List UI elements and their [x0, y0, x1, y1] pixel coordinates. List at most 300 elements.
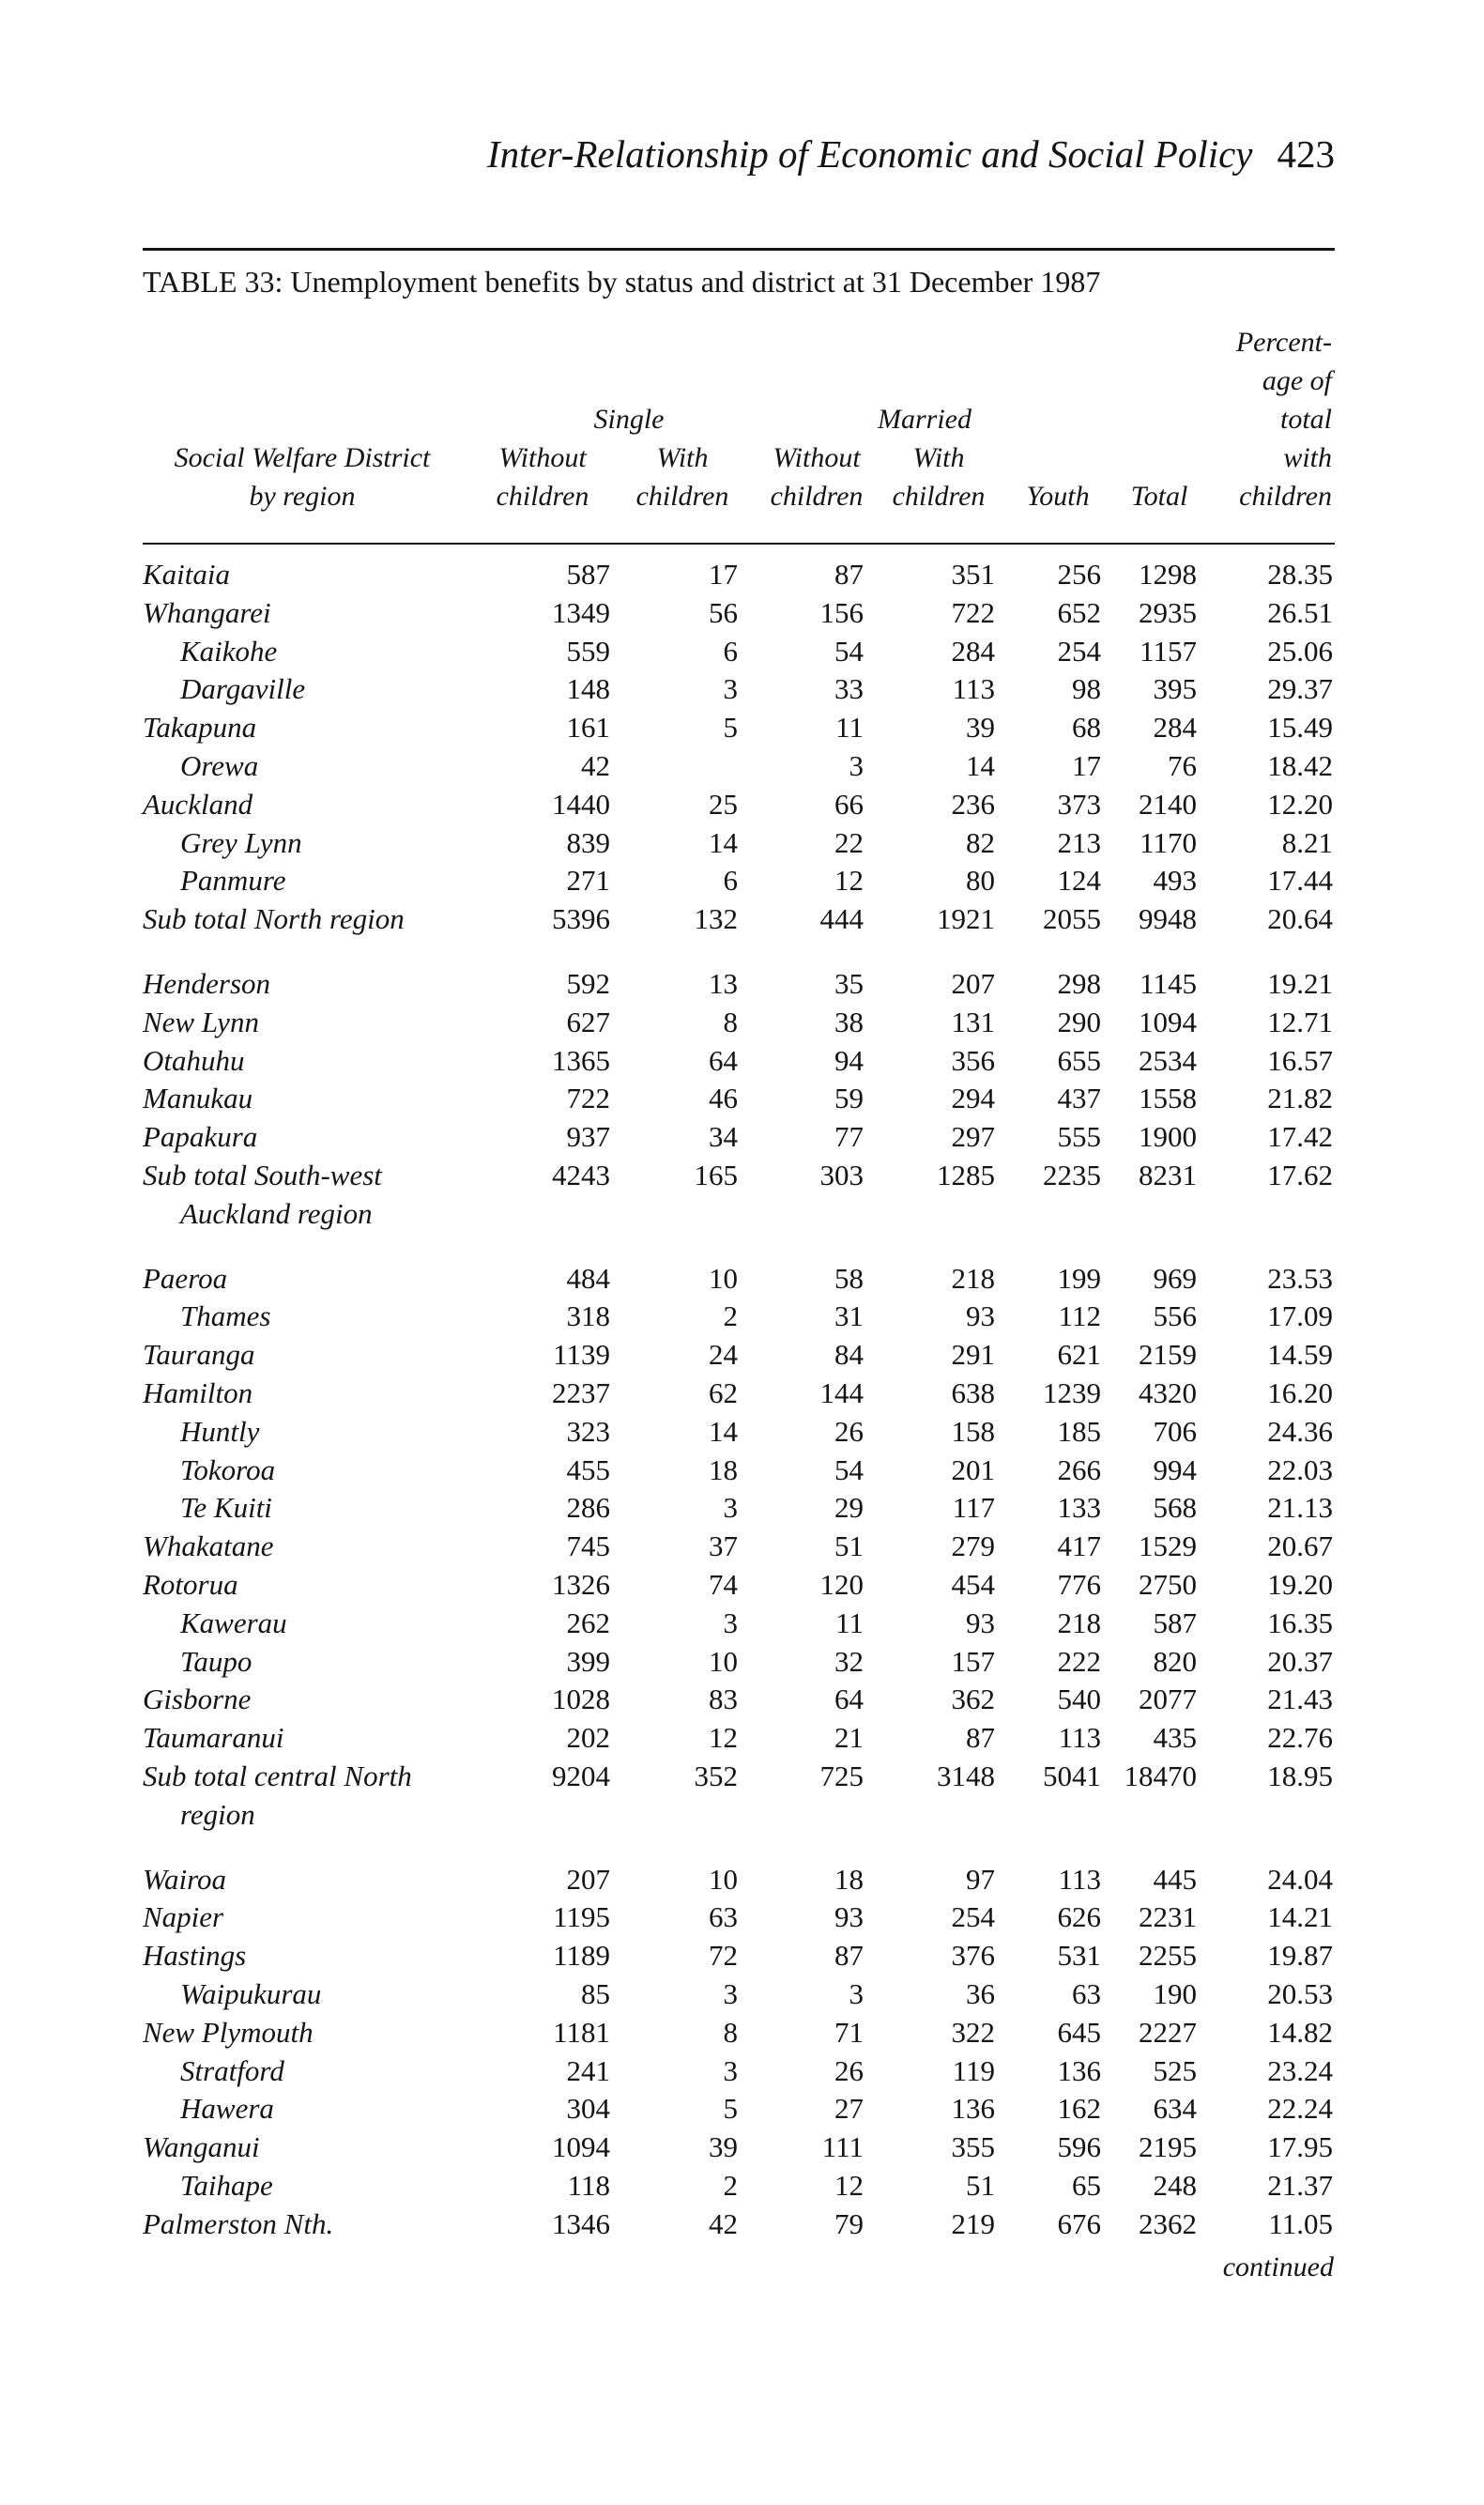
cell-youth: 136	[1057, 2053, 1101, 2087]
cell-total: 1529	[1139, 1529, 1197, 1563]
cell-youth: 213	[1057, 825, 1101, 859]
cell-total: 994	[1153, 1452, 1197, 1486]
cell-single-without: 722	[566, 1082, 610, 1115]
cell-total: 1298	[1139, 558, 1197, 591]
district-name: Dargaville	[180, 672, 306, 706]
cell-youth: 218	[1057, 1606, 1101, 1639]
cell-single-without: 318	[566, 1299, 610, 1333]
cell-single-without: 85	[581, 1977, 610, 2010]
cell-percent-with-children: 12.20	[1267, 787, 1333, 821]
cell-single-without: 271	[566, 864, 610, 898]
cell-married-with: 219	[951, 2206, 995, 2240]
cell-youth: 113	[1058, 1721, 1101, 1755]
cell-married-without: 66	[834, 787, 864, 821]
cell-single-with: 12	[709, 1721, 738, 1755]
cell-single-with: 18	[709, 1452, 738, 1486]
district-name: Tauranga	[143, 1338, 255, 1372]
district-name: Stratford	[180, 2053, 284, 2087]
cell-youth: 676	[1057, 2206, 1101, 2240]
cell-single-with: 39	[709, 2130, 738, 2164]
cell-percent-with-children: 15.49	[1267, 711, 1333, 745]
cell-total: 2227	[1139, 2015, 1197, 2049]
cell-total: 587	[1153, 1606, 1197, 1639]
cell-married-with: 356	[951, 1043, 995, 1077]
district-name: Tokoroa	[180, 1452, 276, 1486]
cell-youth: 256	[1057, 558, 1101, 591]
cell-single-with: 34	[709, 1120, 738, 1154]
cell-total: 2159	[1139, 1338, 1197, 1372]
cell-married-with: 93	[966, 1606, 995, 1639]
cell-percent-with-children: 14.59	[1267, 1338, 1333, 1372]
cell-single-without: 1349	[552, 595, 610, 629]
cell-total: 2935	[1139, 595, 1197, 629]
cell-married-with: 51	[966, 2169, 995, 2202]
cell-total: 2231	[1139, 1900, 1197, 1934]
cell-married-without: 38	[834, 1005, 864, 1038]
cell-percent-with-children: 8.21	[1281, 825, 1333, 859]
cell-single-with: 64	[709, 1043, 738, 1077]
cell-percent-with-children: 17.42	[1267, 1120, 1333, 1154]
cell-single-without: 5396	[552, 902, 610, 936]
cell-youth: 17	[1072, 749, 1101, 782]
cell-percent-with-children: 20.64	[1267, 902, 1333, 936]
cell-single-without: 455	[566, 1452, 610, 1486]
cell-single-without: 241	[566, 2053, 610, 2087]
district-name: Grey Lynn	[180, 825, 302, 859]
cell-single-without: 627	[566, 1005, 610, 1038]
cell-single-without: 148	[566, 672, 610, 706]
cell-married-with: 351	[951, 558, 995, 591]
district-name: Whakatane	[143, 1529, 274, 1563]
cell-single-with: 56	[709, 595, 738, 629]
cell-total: 9948	[1139, 902, 1197, 936]
cell-single-with: 72	[709, 1939, 738, 1973]
cell-youth: 596	[1057, 2130, 1101, 2164]
cell-youth: 621	[1057, 1338, 1101, 1372]
cell-youth: 417	[1057, 1529, 1101, 1563]
cell-youth: 2235	[1043, 1159, 1101, 1191]
cell-married-with: 39	[966, 711, 995, 745]
cell-single-without: 1139	[553, 1338, 610, 1372]
district-name: Papakura	[143, 1120, 258, 1154]
cell-youth: 776	[1057, 1568, 1101, 1601]
cell-married-with: 97	[966, 1862, 995, 1896]
cell-married-with: 113	[952, 672, 995, 706]
cell-single-without: 42	[581, 749, 610, 782]
district-name: Auckland	[143, 787, 253, 821]
cell-single-without: 937	[566, 1120, 610, 1154]
cell-single-with: 3	[723, 672, 738, 706]
cell-married-with: 236	[951, 787, 995, 821]
cell-percent-with-children: 26.51	[1267, 595, 1333, 629]
cell-youth: 652	[1057, 595, 1101, 629]
cell-married-without: 303	[819, 1159, 864, 1191]
cell-married-with: 279	[951, 1529, 995, 1563]
cell-single-without: 1094	[552, 2130, 610, 2164]
cell-single-with: 3	[723, 2053, 738, 2087]
cell-percent-with-children: 19.87	[1267, 1939, 1333, 1973]
cell-total: 284	[1153, 711, 1197, 745]
cell-married-with: 131	[951, 1005, 995, 1038]
cell-youth: 2055	[1043, 902, 1101, 936]
cell-single-without: 1189	[553, 1939, 610, 1973]
header-district-line1: Social Welfare District	[174, 442, 431, 473]
cell-single-with: 8	[723, 2015, 738, 2049]
district-name: Waipukurau	[180, 1977, 322, 2010]
district-name: Thames	[180, 1299, 271, 1333]
cell-married-with: 207	[951, 967, 995, 1000]
header-single-with: With	[656, 442, 709, 473]
cell-married-without: 12	[834, 864, 864, 898]
cell-married-with: 80	[966, 864, 995, 898]
district-name: New Plymouth	[143, 2015, 314, 2049]
district-name: Paeroa	[143, 1261, 228, 1295]
cell-single-with: 6	[723, 864, 738, 898]
district-name: region	[180, 1797, 255, 1831]
cell-single-with: 63	[709, 1900, 738, 1934]
district-name: Otahuhu	[143, 1043, 245, 1077]
cell-single-without: 399	[566, 1644, 610, 1678]
cell-percent-with-children: 25.06	[1267, 634, 1333, 668]
cell-married-without: 11	[835, 711, 864, 745]
cell-total: 556	[1153, 1299, 1197, 1333]
cell-married-with: 362	[951, 1683, 995, 1716]
cell-single-with: 74	[709, 1568, 738, 1601]
cell-total: 445	[1153, 1862, 1197, 1896]
cell-married-without: 59	[834, 1082, 864, 1115]
cell-youth: 626	[1057, 1900, 1101, 1934]
cell-percent-with-children: 22.76	[1267, 1721, 1333, 1755]
cell-single-with: 2	[723, 1299, 738, 1333]
cell-single-without: 1195	[553, 1900, 610, 1934]
cell-youth: 655	[1057, 1043, 1101, 1077]
cell-single-without: 286	[566, 1491, 610, 1525]
cell-married-without: 144	[819, 1376, 864, 1409]
cell-married-without: 87	[834, 1939, 864, 1973]
cell-total: 2195	[1139, 2130, 1197, 2164]
cell-total: 248	[1153, 2169, 1197, 2202]
district-name: Taihape	[180, 2169, 273, 2202]
cell-total: 8231	[1139, 1159, 1197, 1191]
cell-percent-with-children: 20.67	[1267, 1529, 1333, 1563]
cell-single-with: 83	[709, 1683, 738, 1716]
cell-married-with: 291	[951, 1338, 995, 1372]
cell-youth: 113	[1058, 1862, 1101, 1896]
header-district-line2: by region	[249, 481, 356, 512]
cell-single-with: 24	[709, 1338, 738, 1372]
cell-percent-with-children: 17.44	[1267, 864, 1333, 898]
cell-percent-with-children: 24.04	[1267, 1862, 1333, 1896]
cell-youth: 199	[1057, 1261, 1101, 1295]
header-percent-line4: with	[1283, 442, 1332, 473]
district-name: New Lynn	[143, 1005, 259, 1038]
district-name: Hastings	[143, 1939, 247, 1973]
cell-single-with: 352	[694, 1760, 738, 1792]
cell-youth: 162	[1057, 2092, 1101, 2126]
cell-total: 395	[1153, 672, 1197, 706]
cell-youth: 531	[1057, 1939, 1101, 1973]
district-name: Huntly	[180, 1414, 260, 1448]
cell-married-without: 22	[834, 825, 864, 859]
cell-married-with: 297	[951, 1120, 995, 1154]
cell-single-without: 2237	[552, 1376, 610, 1409]
district-name: Takapuna	[143, 711, 257, 745]
cell-single-without: 839	[566, 825, 610, 859]
cell-single-with: 8	[723, 1005, 738, 1038]
cell-married-without: 3	[849, 749, 864, 782]
cell-total: 525	[1153, 2053, 1197, 2087]
cell-single-without: 745	[566, 1529, 610, 1563]
cell-total: 1558	[1139, 1082, 1197, 1115]
header-youth: Youth	[1026, 481, 1090, 512]
district-name: Sub total central North	[143, 1760, 412, 1792]
cell-percent-with-children: 29.37	[1267, 672, 1333, 706]
cell-married-without: 64	[834, 1683, 864, 1716]
cell-married-without: 35	[834, 967, 864, 1000]
cell-married-with: 158	[951, 1414, 995, 1448]
cell-percent-with-children: 21.43	[1267, 1683, 1333, 1716]
cell-percent-with-children: 12.71	[1267, 1005, 1333, 1038]
cell-married-without: 29	[834, 1491, 864, 1525]
cell-total: 2255	[1139, 1939, 1197, 1973]
district-name: Gisborne	[143, 1683, 252, 1716]
cell-percent-with-children: 16.35	[1267, 1606, 1333, 1639]
header-married-without: Without	[773, 442, 861, 473]
cell-total: 493	[1153, 864, 1197, 898]
cell-single-with: 17	[709, 558, 738, 591]
cell-married-without: 26	[834, 2053, 864, 2087]
cell-married-with: 1285	[937, 1159, 995, 1191]
cell-total: 2534	[1139, 1043, 1197, 1077]
cell-single-without: 1346	[552, 2206, 610, 2240]
cell-single-with: 37	[709, 1529, 738, 1563]
header-percent-line3: total	[1279, 404, 1332, 435]
district-name: Hawera	[180, 2092, 274, 2126]
cell-married-without: 51	[834, 1529, 864, 1563]
cell-married-without: 93	[834, 1900, 864, 1934]
cell-single-without: 592	[566, 967, 610, 1000]
cell-married-without: 87	[834, 558, 864, 591]
cell-percent-with-children: 17.95	[1267, 2130, 1333, 2164]
cell-married-with: 284	[951, 634, 995, 668]
cell-single-without: 1365	[552, 1043, 610, 1077]
cell-youth: 540	[1057, 1683, 1101, 1716]
cell-single-with: 42	[709, 2206, 738, 2240]
cell-single-with: 13	[709, 967, 738, 1000]
cell-married-with: 87	[966, 1721, 995, 1755]
cell-married-without: 156	[819, 595, 864, 629]
cell-married-with: 82	[966, 825, 995, 859]
cell-total: 1900	[1139, 1120, 1197, 1154]
cell-youth: 645	[1057, 2015, 1101, 2049]
cell-single-with: 6	[723, 634, 738, 668]
cell-single-without: 202	[566, 1721, 610, 1755]
cell-percent-with-children: 21.82	[1267, 1082, 1333, 1115]
cell-percent-with-children: 18.95	[1267, 1760, 1333, 1792]
cell-single-with: 2	[723, 2169, 738, 2202]
cell-percent-with-children: 17.62	[1267, 1159, 1333, 1191]
cell-youth: 112	[1058, 1299, 1101, 1333]
cell-single-without: 323	[566, 1414, 610, 1448]
cell-youth: 63	[1072, 1977, 1101, 2010]
district-name: Whangarei	[143, 595, 271, 629]
cell-percent-with-children: 14.21	[1267, 1900, 1333, 1934]
cell-single-with: 10	[709, 1644, 738, 1678]
cell-youth: 124	[1057, 864, 1101, 898]
cell-single-without: 1181	[553, 2015, 610, 2049]
cell-percent-with-children: 20.53	[1267, 1977, 1333, 2010]
cell-married-without: 32	[834, 1644, 864, 1678]
cell-married-without: 94	[834, 1043, 864, 1077]
cell-single-without: 161	[566, 711, 610, 745]
cell-married-with: 722	[951, 595, 995, 629]
cell-married-without: 18	[834, 1862, 864, 1896]
cell-married-with: 376	[951, 1939, 995, 1973]
cell-percent-with-children: 19.20	[1267, 1568, 1333, 1601]
district-name: Manukau	[143, 1082, 253, 1115]
cell-single-without: 559	[566, 634, 610, 668]
cell-single-without: 118	[567, 2169, 610, 2202]
cell-married-with: 3148	[937, 1760, 995, 1792]
cell-youth: 290	[1057, 1005, 1101, 1038]
running-title: Inter-Relationship of Economic and Social Policy	[486, 132, 1253, 176]
cell-single-without: 484	[566, 1261, 610, 1295]
district-name: Orewa	[180, 749, 259, 782]
district-name: Te Kuiti	[180, 1491, 272, 1525]
cell-married-without: 31	[834, 1299, 864, 1333]
cell-married-with: 36	[966, 1977, 995, 2010]
cell-youth: 65	[1072, 2169, 1101, 2202]
cell-single-with: 14	[709, 825, 738, 859]
cell-married-without: 54	[834, 1452, 864, 1486]
cell-percent-with-children: 24.36	[1267, 1414, 1333, 1448]
district-name: Henderson	[143, 967, 271, 1000]
cell-married-without: 33	[834, 672, 864, 706]
cell-total: 2362	[1139, 2206, 1197, 2240]
cell-youth: 1239	[1043, 1376, 1101, 1409]
cell-youth: 133	[1057, 1491, 1101, 1525]
cell-total: 634	[1153, 2092, 1197, 2126]
cell-percent-with-children: 22.24	[1267, 2092, 1333, 2126]
cell-single-with: 165	[694, 1159, 738, 1191]
header-married-with-children: children	[892, 481, 986, 512]
cell-single-with: 3	[723, 1491, 738, 1525]
cell-single-without: 587	[566, 558, 610, 591]
cell-total: 435	[1153, 1721, 1197, 1755]
district-name: Panmure	[180, 864, 286, 898]
cell-single-with: 25	[709, 787, 738, 821]
cell-married-with: 14	[966, 749, 995, 782]
cell-married-without: 27	[834, 2092, 864, 2126]
cell-single-without: 4243	[552, 1159, 610, 1191]
cell-percent-with-children: 16.57	[1267, 1043, 1333, 1077]
header-single-with-children: children	[635, 481, 729, 512]
cell-married-without: 11	[835, 1606, 864, 1639]
cell-total: 2077	[1139, 1683, 1197, 1716]
cell-married-with: 201	[951, 1452, 995, 1486]
cell-married-with: 136	[951, 2092, 995, 2126]
cell-single-without: 1440	[552, 787, 610, 821]
cell-married-with: 1921	[937, 902, 995, 936]
cell-percent-with-children: 20.37	[1267, 1644, 1333, 1678]
cell-married-without: 58	[834, 1261, 864, 1295]
cell-total: 76	[1168, 749, 1197, 782]
cell-single-with: 5	[723, 2092, 738, 2126]
district-name: Kawerau	[180, 1606, 287, 1639]
cell-youth: 437	[1057, 1082, 1101, 1115]
cell-percent-with-children: 18.42	[1267, 749, 1333, 782]
cell-youth: 185	[1057, 1414, 1101, 1448]
cell-single-without: 9204	[552, 1760, 610, 1792]
cell-single-with: 10	[709, 1261, 738, 1295]
cell-single-without: 304	[566, 2092, 610, 2126]
cell-married-without: 26	[834, 1414, 864, 1448]
cell-total: 4320	[1139, 1376, 1197, 1409]
cell-married-with: 454	[951, 1568, 995, 1601]
header-married-with: With	[912, 442, 965, 473]
cell-percent-with-children: 23.53	[1267, 1261, 1333, 1295]
cell-total: 1170	[1140, 825, 1197, 859]
table-caption: TABLE 33: Unemployment benefits by status and district at 31 December 1987	[143, 265, 1101, 299]
cell-married-with: 638	[951, 1376, 995, 1409]
cell-total: 190	[1153, 1977, 1197, 2010]
cell-total: 2750	[1139, 1568, 1197, 1601]
district-name: Wairoa	[143, 1862, 227, 1896]
cell-single-with: 132	[694, 902, 738, 936]
cell-married-without: 444	[819, 902, 864, 936]
cell-percent-with-children: 16.20	[1267, 1376, 1333, 1409]
cell-single-with: 10	[709, 1862, 738, 1896]
cell-total: 2140	[1139, 787, 1197, 821]
cell-married-without: 84	[834, 1338, 864, 1372]
header-percent-line5: children	[1239, 481, 1332, 512]
cell-percent-with-children: 21.13	[1267, 1491, 1333, 1525]
cell-married-with: 355	[951, 2130, 995, 2164]
cell-youth: 222	[1057, 1644, 1101, 1678]
cell-married-without: 79	[834, 2206, 864, 2240]
cell-married-without: 111	[821, 2130, 864, 2164]
header-percent-line2: age of	[1262, 365, 1332, 396]
cell-total: 18470	[1124, 1760, 1197, 1792]
cell-youth: 254	[1057, 634, 1101, 668]
cell-married-with: 254	[951, 1900, 995, 1934]
cell-married-with: 294	[951, 1082, 995, 1115]
cell-total: 1157	[1140, 634, 1197, 668]
cell-married-without: 21	[834, 1721, 864, 1755]
cell-youth: 68	[1072, 711, 1101, 745]
cell-single-with: 3	[723, 1606, 738, 1639]
cell-percent-with-children: 11.05	[1268, 2206, 1333, 2240]
cell-total: 820	[1153, 1644, 1197, 1678]
cell-percent-with-children: 28.35	[1267, 558, 1333, 591]
district-name: Hamilton	[143, 1376, 253, 1409]
cell-percent-with-children: 22.03	[1267, 1452, 1333, 1486]
cell-single-with: 62	[709, 1376, 738, 1409]
district-name: Auckland region	[180, 1196, 373, 1230]
header-percent-line1: Percent-	[1235, 327, 1332, 358]
cell-single-with: 3	[723, 1977, 738, 2010]
cell-single-without: 1326	[552, 1568, 610, 1601]
header-single-group: Single	[593, 404, 665, 435]
district-name: Napier	[143, 1900, 224, 1934]
header-total: Total	[1130, 481, 1188, 512]
cell-married-with: 117	[952, 1491, 995, 1525]
cell-total: 706	[1153, 1414, 1197, 1448]
district-name: Sub total North region	[143, 902, 405, 936]
cell-married-without: 120	[819, 1568, 864, 1601]
cell-married-with: 93	[966, 1299, 995, 1333]
cell-married-without: 725	[819, 1760, 864, 1792]
